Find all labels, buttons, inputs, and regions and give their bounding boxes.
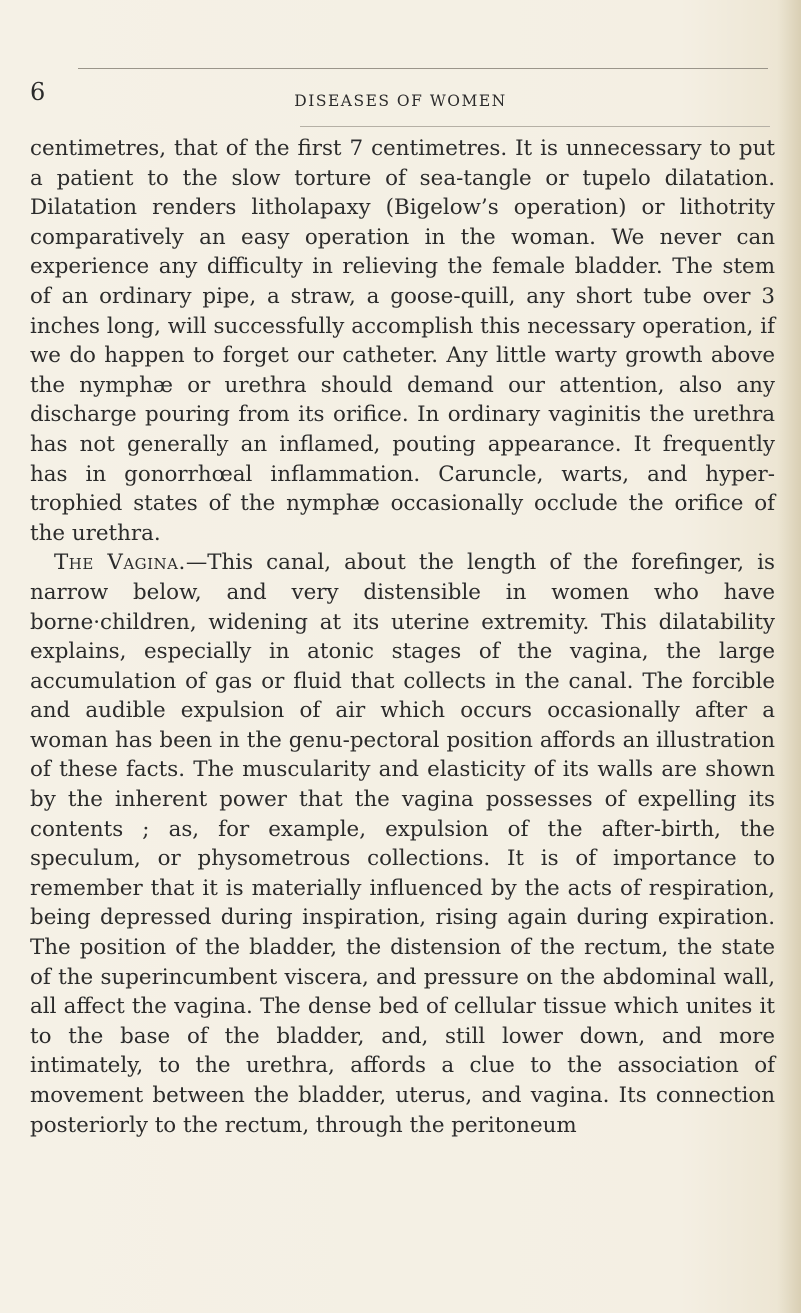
paragraph	[30, 134, 775, 548]
paragraph	[30, 548, 775, 1140]
running-head: DISEASES OF WOMEN	[294, 92, 507, 110]
paragraph-text: centimetres, that of the first 7 centimetres. It is unnecessary to put a patient to the slow torture of sea-tangle or tupelo dilatation. Dilatation renders litholapaxy (Bigelow’s operation) or lithotrity comparatively an easy operation in the woman. We never can experience any difficulty in relieving the female bladder. The stem of an ordinary pipe, a straw, a goose-quill, any short tube over 3 inches long, will successfully accomplish this necessary operation, if we do happen to forget our catheter. Any little warty growth above the nymphæ or urethra should demand our attention, also any discharge pouring from its orifice. In ordinary vaginitis the urethra has not generally an inflamed, pouting appearance. It frequently has in gonorrhœal inflammation. Caruncle, warts, and hypertrophied states of the nymphæ occasionally occlude the orifice of the urethra.	[30, 136, 775, 546]
body-text	[30, 134, 775, 1140]
page-number: 6	[30, 78, 46, 106]
section-heading: The Vagina.	[54, 550, 186, 576]
header-rule	[78, 68, 768, 69]
header-underline	[300, 126, 770, 127]
paragraph-text: —This canal, about the length of the forefinger, is narrow below, and very distensible in women who have borne·children, widening at its uterine extremity. This dilatability explains, especially in atonic stages of the vagina, the large accumulation of gas or fluid that collects in the canal. The forcible and audible expulsion of air which occurs occasionally after a woman has been in the genu-pectoral position affords an illustration of these facts. The muscularity and elasticity of its walls are shown by the inherent power that the vagina possesses of expelling its contents ; as, for example, expulsion of the after-birth, the speculum, or physometrous collections. It is of importance to remember that it is materially influenced by the acts of respiration, being depressed during inspiration, rising again during expiration. The position of the bladder, the distension of the rectum, the state of the superincumbent viscera, and pressure on the abdominal wall, all affect the vagina. The dense bed of cellular tissue which unites it to the base of the bladder, and, still lower down, and more intimately, to the urethra, affords a clue to the association of movement between the bladder, uterus, and vagina. Its connection posteriorly to the rectum, through the peritoneum	[30, 550, 775, 1138]
